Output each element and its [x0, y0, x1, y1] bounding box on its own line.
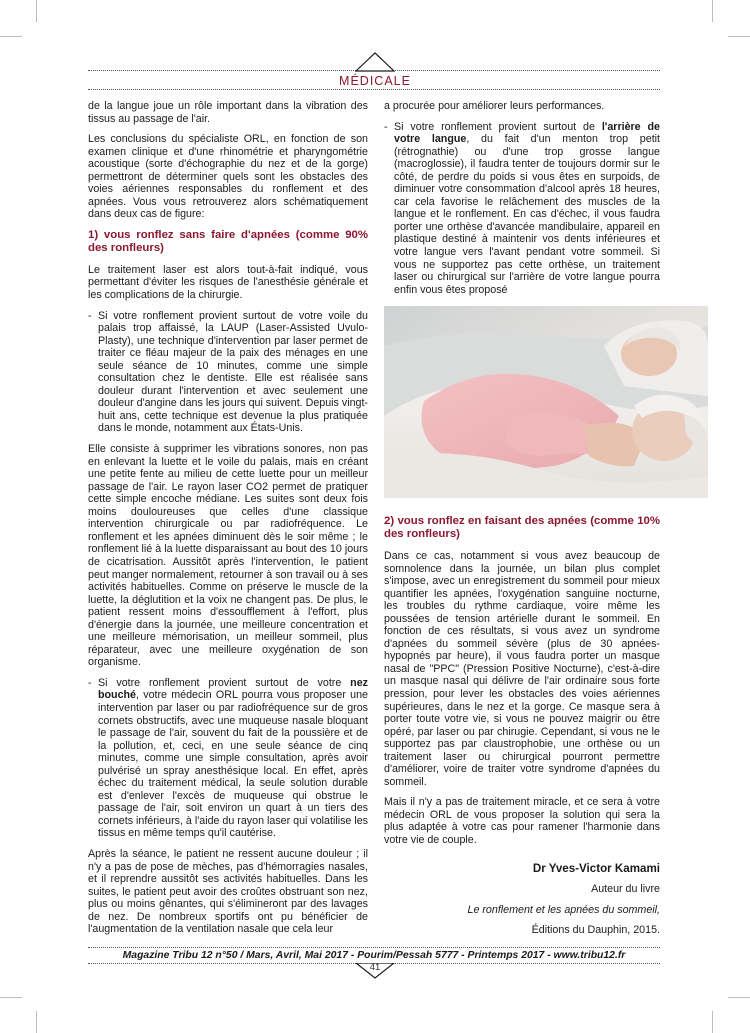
crop-mark	[0, 36, 22, 37]
bullet-text-emphasis: l'arrière de votre langue	[394, 120, 661, 146]
header-triangle-icon	[355, 52, 395, 72]
bullet-item	[384, 121, 660, 297]
section-label: MÉDICALE	[339, 74, 411, 88]
crop-mark	[36, 1011, 37, 1033]
section-heading: 1) vous ronflez sans faire d'apnées (comme 90% des ronfleurs)	[88, 228, 368, 254]
left-column	[88, 100, 368, 944]
author-name: Dr Yves-Victor Kamami	[532, 861, 660, 875]
bullet-text-part: Si votre ronflement provient surtout de	[394, 120, 602, 133]
bullet-text-part: , du fait d'un menton trop petit (rétrognathie) ou d'une trop grosse langue (macroglossie), il faudra tenter de toujours dormir sur le côté, de perdre du poids si vous êtes en surpoids, de diminuer votre consommation d'alcool après 18 heures, car cela favorise le relâchement des muscles de la langue et le ronflement. En cas d'échec, il vous faudra porter une orthèse d'avancée mandibulaire, appareil en plastique destiné à maintenir vos dents inférieures et votre langue vers l'avant pendant votre sommeil. Si vous ne supportez pas cette orthèse, un traitement laser ou chirurgical sur l'arrière de votre langue pourra enfin vous êtes proposé	[394, 133, 661, 296]
paragraph: a procurée pour améliorer leurs performances.	[384, 100, 605, 112]
bullet-text-part: Si votre ronflement provient surtout de votre	[98, 676, 351, 689]
bullet-item	[88, 310, 368, 435]
bullet-dash: -	[88, 309, 92, 322]
paragraph: Dans ce cas, notamment si vous avez beaucoup de somnolence dans la journée, un bilan plus complet s'impose, avec un enregistrement du sommeil pour mieux quantifier les apnées, l'oxygénation sanguine nocturne, les troubles du rythme cardiaque, voire même les poussées de tension artérielle durant le sommeil. En fonction de ces résultats, si vous avez un syndrome d'apnées du sommeil sévère (plus de 30 apnées-hypopnés par heure), il vous faudra porter un masque nasal de "PPC" (Pression Positive Nocturne), c'est-à-dire un masque nasal qui délivre de l'air ordinaire sous forte pression, pour lever les obstacles des voies aériennes supérieures, dans le nez et la gorge. Ce masque sera à porter toute votre vie, si vous ne pouvez maigrir ou être opéré, par laser ou par chirugie. Cependant, si vous ne le supportez pas par claustrophobie, une orthèse ou un traitement laser ou chirurgical pourront permettre d'améliorer, voire de traiter votre syndrome d'apnées du sommeil.	[384, 550, 660, 788]
crop-mark	[728, 997, 750, 998]
page-number: 41	[369, 962, 381, 973]
crop-mark	[36, 0, 37, 22]
book-title: Le ronflement et les apnées du sommeil,	[467, 903, 660, 916]
bullet-item	[88, 677, 368, 840]
paragraph: Mais il n'y a pas de traitement miracle, et ce sera à votre médecin ORL de vous proposer la solution qui sera la plus adaptée à votre cas pour ramener l'harmonie dans votre vie de couple.	[384, 796, 660, 847]
bullet-dash: -	[88, 676, 92, 689]
header-rule-bottom	[88, 89, 660, 90]
section-heading: 2) vous ronflez en faisant des apnées (comme 10% des ronfleurs)	[384, 515, 660, 540]
bullet-text-emphasis: nez bouché	[98, 676, 368, 702]
author-role: Auteur du livre	[591, 883, 660, 896]
bullet-text	[394, 121, 660, 297]
crop-mark	[728, 36, 750, 37]
right-column-top	[384, 100, 660, 304]
bullet-text: Si votre ronflement provient surtout de votre voile du palais trop affaissé, la LAUP (Laser-Assisted Uvulo-Plasty), une technique d'intervention par laser permet de traiter ce fléau majeur de la paix des ménages en une seule séance de 10 minutes, comme une simple consultation chez le dentiste. Elle est réalisée sans douleur durant l'intervention et avec seulement une douleur d'angine dans les jours qui suivent. Depuis vingt-huit ans, cette technique est devenue la plus pratiquée dans le monde, notamment aux États-Unis.	[98, 309, 368, 435]
bullet-dash: -	[384, 120, 388, 133]
footer-text: Magazine Tribu 12 n°50 / Mars, Avril, Mai 2017 - Pourim/Pessah 5777 - Printemps 2017 - www.tribu12.fr	[122, 950, 626, 961]
crop-mark	[0, 997, 22, 998]
crop-mark	[712, 0, 713, 22]
sleeping-couple-photo	[384, 306, 708, 498]
photo-illustration	[384, 306, 708, 498]
paragraph: Les conclusions du spécialiste ORL, en fonction de son examen clinique et d'une rhinométrie et pharyngométrie acoustique (sorte d'échographie du nez et de la gorge) permettront de déterminer quels sont les obstacles des voies aériennes responsables du ronflement et des apnées. Vous vous retrouverez alors schématiquement dans deux cas de figure:	[88, 133, 368, 221]
paragraph: de la langue joue un rôle important dans la vibration des tissus au passage de l'air.	[88, 100, 368, 125]
right-column-bottom	[384, 515, 660, 945]
paragraph: Après la séance, le patient ne ressent aucune douleur ; il n'y a pas de pose de mèches, pas d'hémorragies nasales, et il reprendre aussitôt ses activités habituelles. Dans les suites, le patient peut avoir des croûtes obstruant son nez, plus ou moins gênantes, qui s'élimineront par des lavages de nez. De nombreux sportifs ont pu bénéficier de l'augmentation de la ventilation nasale que cela leur	[88, 847, 368, 936]
paragraph: Elle consiste à supprimer les vibrations sonores, non pas en enlevant la luette et le voile du palais, mais en créant une petite fente au milieu de cette luette pour un meilleur passage de l'air. Le rayon laser CO2 permet de pratiquer cette simple encoche médiane. Les suites sont deux fois moins douloureuses que celles d'une classique intervention chirurgicale ou par radiofréquence. Le ronflement et les apnées diminuent dès le soir même ; le ronflement lié à la luette disparaissant au bout des 10 jours de cicatrisation. Aussitôt après l'intervention, le patient peut manger normalement, retourner à son travail ou à ses activités habituelles. Comme on préserve le muscle de la luette, la déglutition et la voix ne changent pas. De plus, le patient ressent moins d'essoufflement à l'effort, plus d'énergie dans la journée, une meilleure concentration et une meilleure mémorisation, un meilleur sommeil, plus réparateur, avec une meilleure oxygénation de son organisme.	[88, 443, 368, 669]
footer-rule-top	[88, 947, 660, 948]
bullet-text	[98, 677, 368, 840]
paragraph: Le traitement laser est alors tout-à-fait indiqué, vous permettant d'éviter les risques de l'anesthésie générale et les complications de la chirurgie.	[88, 263, 368, 302]
book-publisher: Éditions du Dauphin, 2015.	[531, 924, 660, 937]
bullet-text-part: , votre médecin ORL pourra vous proposer une intervention par laser ou par radiofréquence sur de gros cornets obstructifs, avec une muqueuse nasale bloquant le passage de l'air, souvent du fait de la poussière et de la pollution, et, ceci, en une seule séance de cinq minutes, comme une simple consultation, après avoir pulvérisé un spray anesthésique local. En effet, après échec du traitement médical, la seule solution durable est d'enlever l'excès de muqueuse qui obstrue le passage de l'air, soit environ un quart à un tiers des cornets inférieurs, à l'aide du rayon laser qui volatilise les tissus en même temps qu'il cautérise.	[98, 689, 368, 840]
crop-mark	[712, 1011, 713, 1033]
